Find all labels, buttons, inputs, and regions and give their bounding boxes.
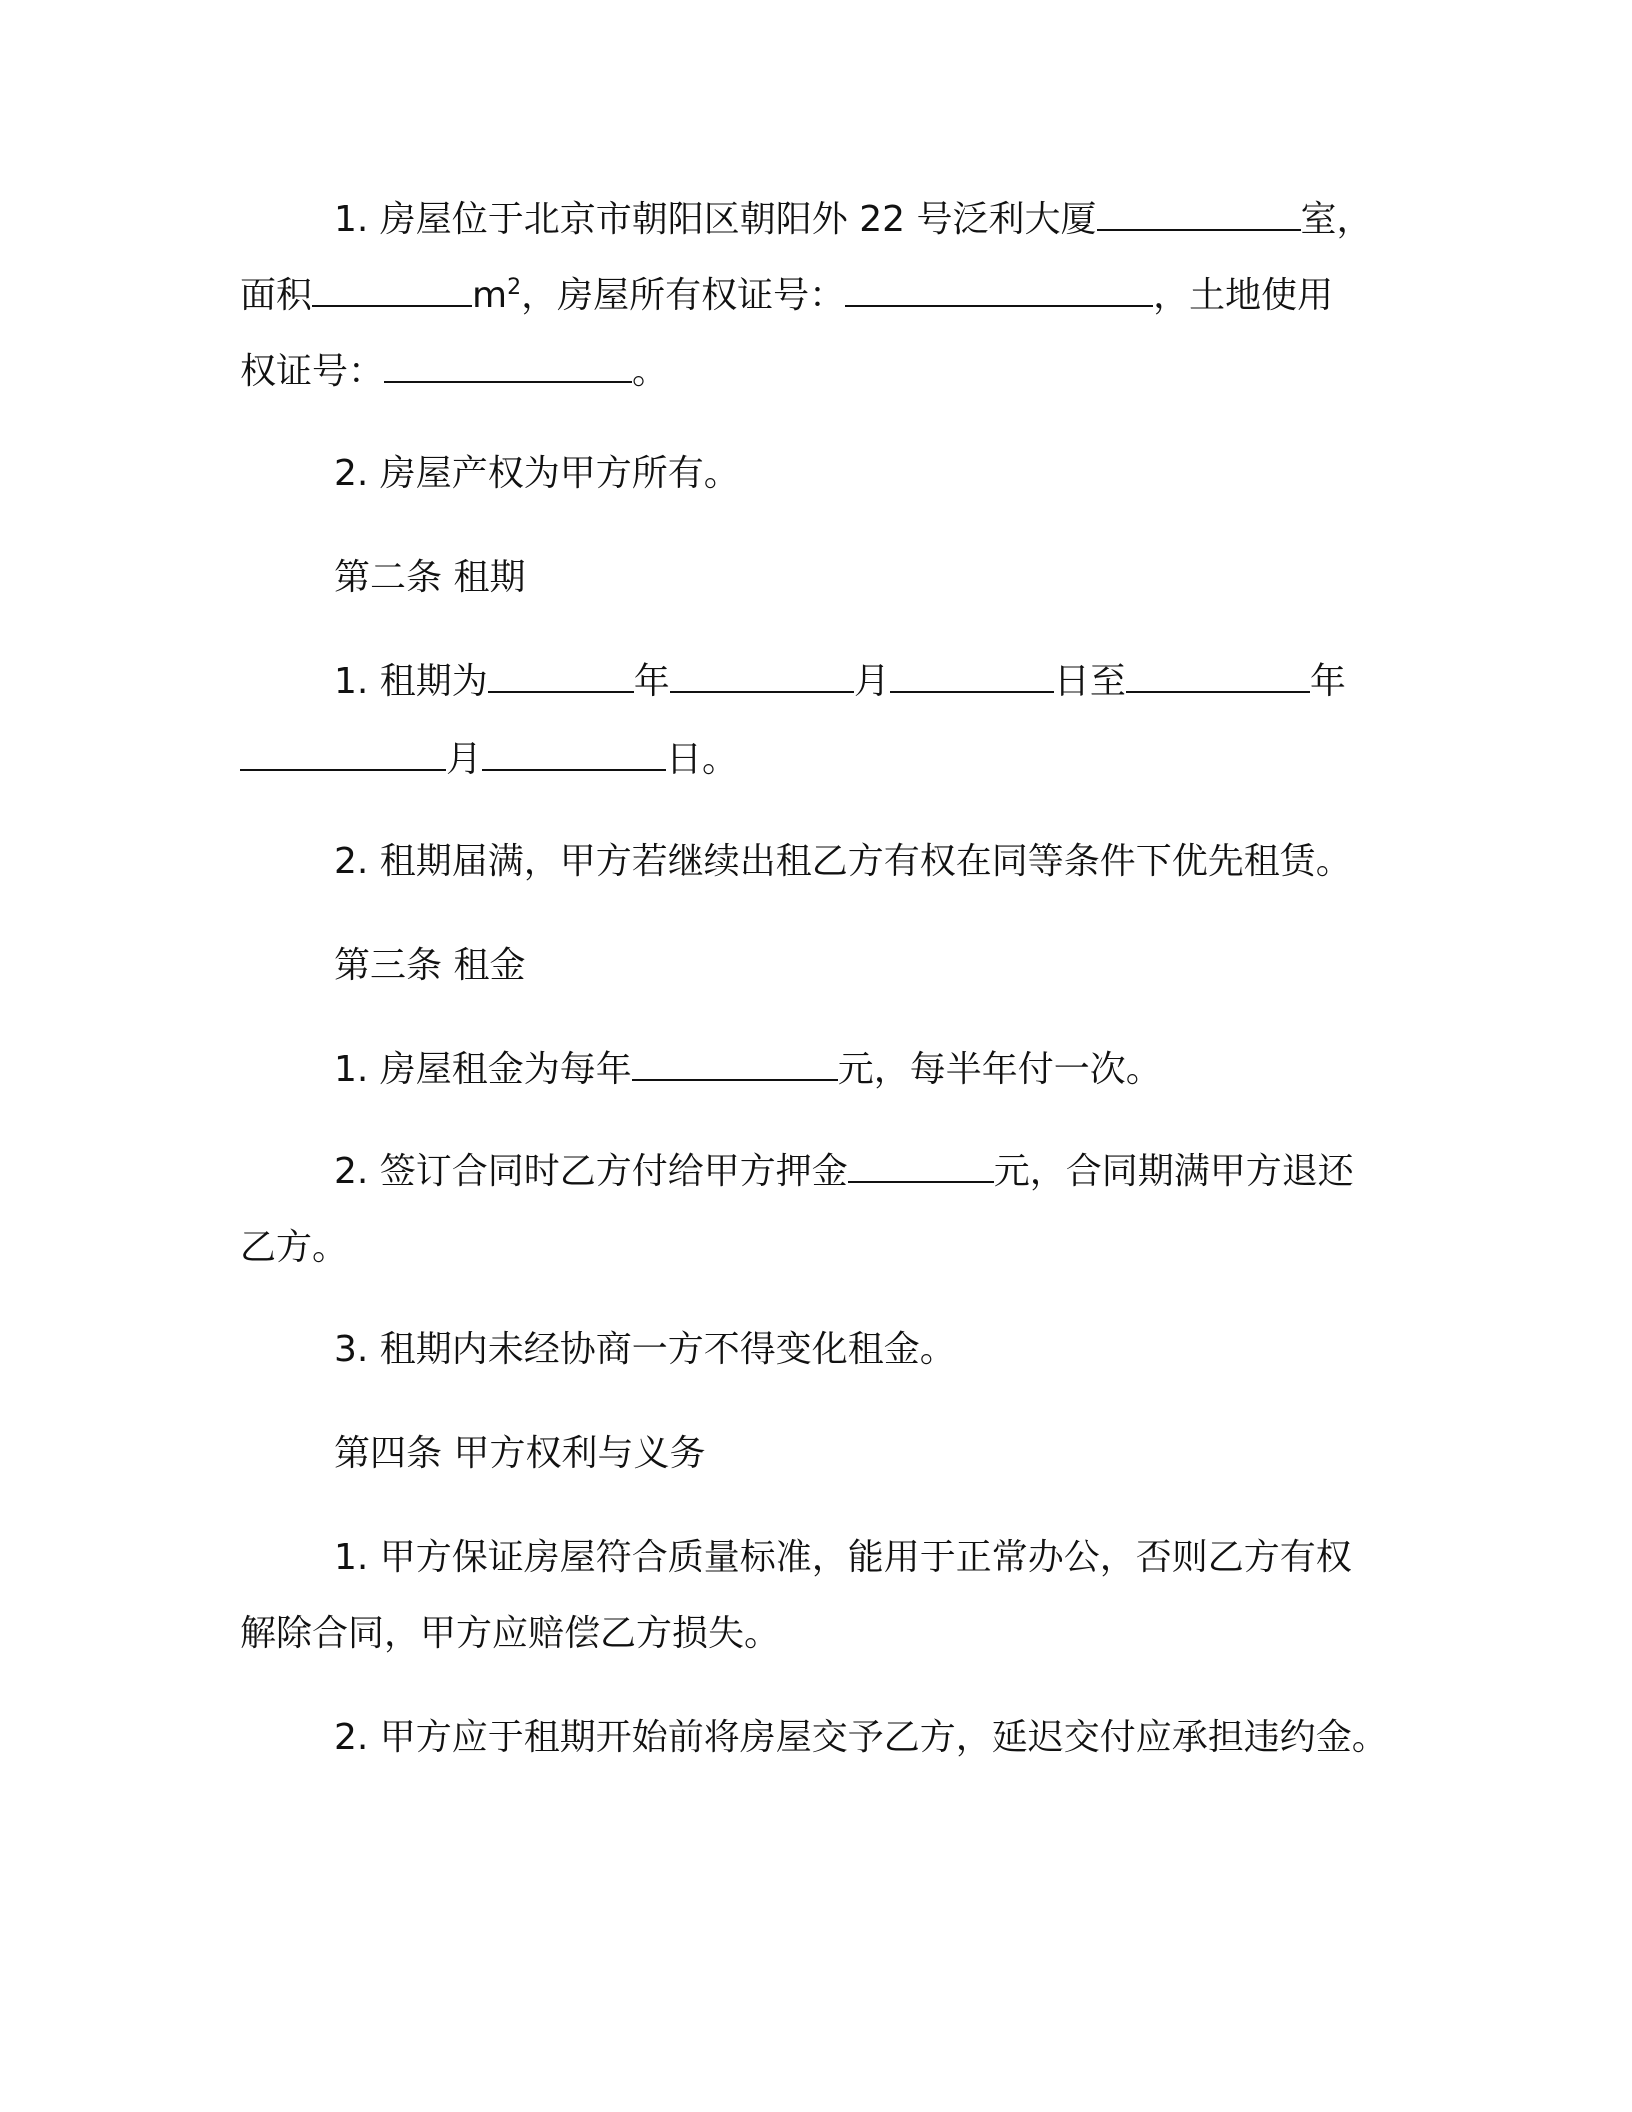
clause4-item1-line2: 解除合同，甲方应赔偿乙方损失。 <box>240 1613 781 1654</box>
blank-start-year <box>488 661 634 693</box>
blank-start-month <box>670 661 854 693</box>
text-segment: 年 <box>1309 661 1346 702</box>
clause4-item2: 2. 甲方应于租期开始前将房屋交予乙方，延迟交付应承担违约金。 <box>334 1717 1388 1758</box>
clause1-item2: 2. 房屋产权为甲方所有。 <box>334 453 740 494</box>
blank-deposit <box>848 1151 994 1183</box>
text-segment: 年 <box>633 661 670 702</box>
text-segment: 2. 签订合同时乙方付给甲方押金 <box>334 1151 848 1192</box>
clause3-item2-line1 <box>334 1150 1354 1194</box>
text-segment: ，房屋所有权证号： <box>521 275 846 316</box>
text-segment: 。 <box>632 351 669 392</box>
blank-land-certificate <box>384 351 632 383</box>
unit-text: m <box>472 275 508 316</box>
superscript: 2 <box>507 275 522 300</box>
blank-start-day <box>890 661 1054 693</box>
clause3-item2-line2: 乙方。 <box>240 1227 349 1268</box>
blank-end-month <box>240 739 446 771</box>
clause1-item1-line2 <box>240 274 1333 318</box>
text-segment: 日。 <box>666 739 739 780</box>
blank-area <box>312 275 472 307</box>
clause4-heading: 第四条 甲方权利与义务 <box>334 1433 706 1474</box>
blank-end-day <box>482 739 666 771</box>
blank-ownership-certificate <box>845 275 1153 307</box>
clause2-item2: 2. 租期届满，甲方若继续出租乙方有权在同等条件下优先租赁。 <box>334 841 1352 882</box>
text-segment: 室， <box>1300 199 1373 240</box>
blank-annual-rent <box>632 1049 838 1081</box>
clause1-item1-line3 <box>240 350 668 394</box>
clause3-heading: 第三条 租金 <box>334 945 526 986</box>
clause2-item1-line2 <box>240 738 738 782</box>
text-segment: 1. 房屋位于北京市朝阳区朝阳外 22 号泛利大厦 <box>334 199 1097 240</box>
clause3-item3: 3. 租期内未经协商一方不得变化租金。 <box>334 1329 956 1370</box>
text-segment: 日至 <box>1053 661 1126 702</box>
clause3-item1 <box>334 1048 1162 1092</box>
text-segment: 权证号： <box>240 351 385 392</box>
blank-room-number <box>1097 199 1301 231</box>
clause2-heading: 第二条 租期 <box>334 557 526 598</box>
clause1-item1-line1 <box>334 198 1373 242</box>
text-segment: ，土地使用 <box>1153 275 1334 316</box>
text-segment: 月 <box>446 739 483 780</box>
text-segment: 月 <box>853 661 890 702</box>
clause4-item1-line1: 1. 甲方保证房屋符合质量标准，能用于正常办公，否则乙方有权 <box>334 1537 1352 1578</box>
text-segment: 面积 <box>240 275 313 316</box>
clause2-item1-line1 <box>334 660 1346 704</box>
text-segment: 1. 房屋租金为每年 <box>334 1049 632 1090</box>
text-segment: 元，每半年付一次。 <box>837 1049 1162 1090</box>
blank-end-year <box>1126 661 1310 693</box>
text-segment: 1. 租期为 <box>334 661 488 702</box>
text-segment: 元，合同期满甲方退还 <box>993 1151 1354 1192</box>
